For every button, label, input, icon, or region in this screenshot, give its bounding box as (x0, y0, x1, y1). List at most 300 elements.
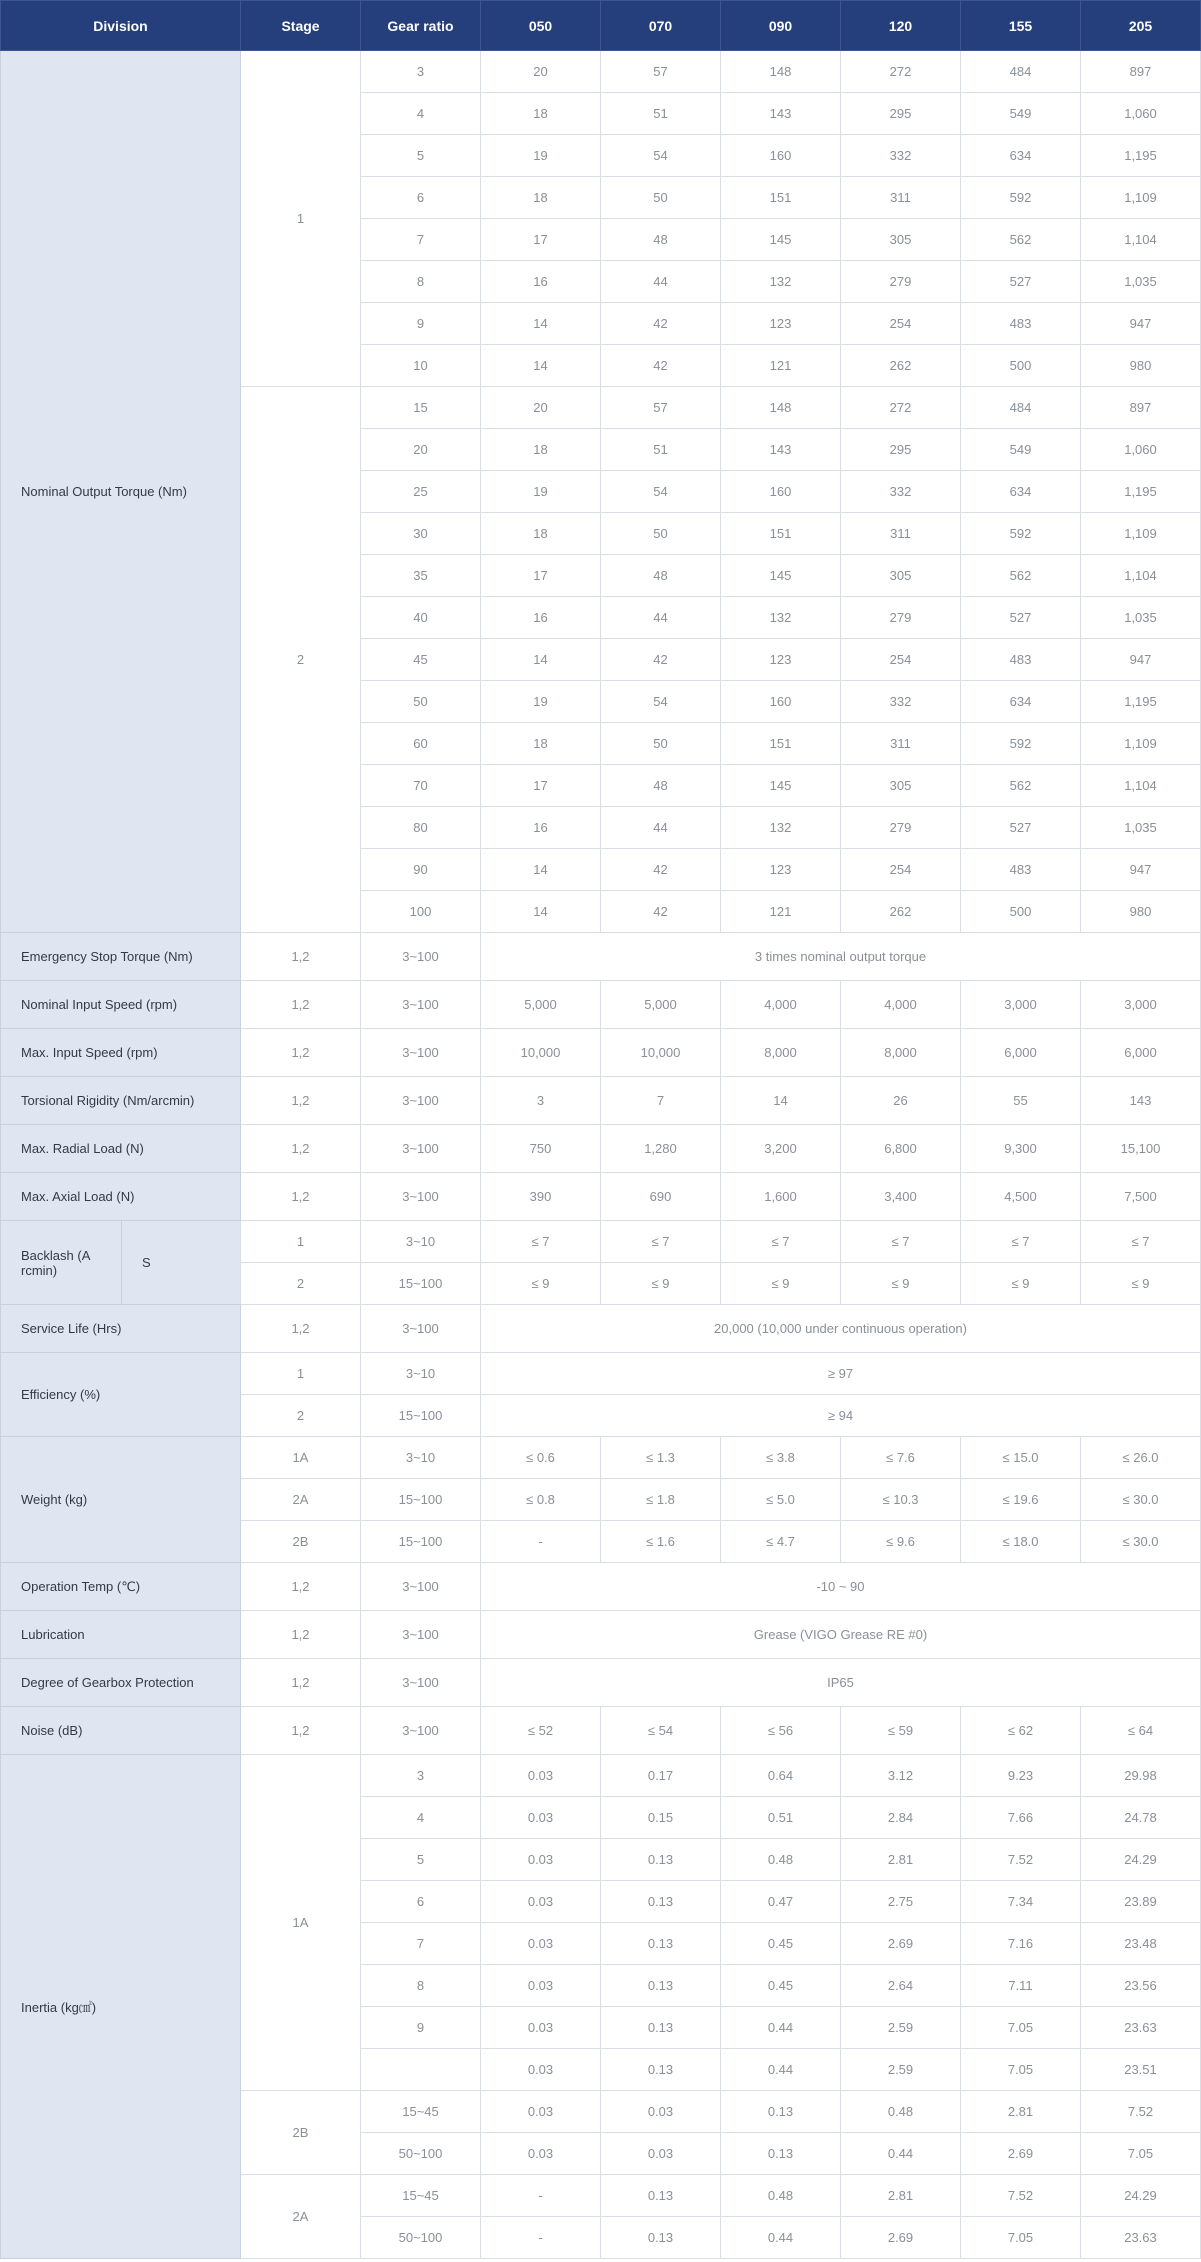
value-cell: ≤ 1.8 (601, 1479, 721, 1521)
value-cell: 562 (961, 555, 1081, 597)
value-cell: 1,280 (601, 1125, 721, 1173)
value-cell: ≤ 19.6 (961, 1479, 1081, 1521)
gear-ratio-cell: 50~100 (361, 2217, 481, 2259)
gear-ratio-cell: 3~100 (361, 1029, 481, 1077)
stage-cell: 2 (241, 387, 361, 933)
value-cell: 1,600 (721, 1173, 841, 1221)
value-cell: 0.13 (601, 1881, 721, 1923)
value-cell: 0.64 (721, 1755, 841, 1797)
value-cell: 17 (481, 555, 601, 597)
stage-cell: 1,2 (241, 1659, 361, 1707)
value-cell: 50 (601, 177, 721, 219)
division-label: Weight (kg) (1, 1437, 241, 1563)
gear-ratio-cell: 3~100 (361, 1125, 481, 1173)
value-cell: 23.89 (1081, 1881, 1201, 1923)
gear-ratio-cell: 100 (361, 891, 481, 933)
value-cell: 0.13 (601, 1839, 721, 1881)
merged-value-cell: Grease (VIGO Grease RE #0) (481, 1611, 1201, 1659)
table-row (1, 1077, 1201, 1125)
value-cell: 1,109 (1081, 513, 1201, 555)
value-cell: 527 (961, 597, 1081, 639)
merged-value-cell: 3 times nominal output torque (481, 933, 1201, 981)
value-cell: ≤ 56 (721, 1707, 841, 1755)
table-row (1, 1707, 1201, 1755)
value-cell: 750 (481, 1125, 601, 1173)
gear-ratio-cell: 80 (361, 807, 481, 849)
value-cell: ≤ 7 (601, 1221, 721, 1263)
gear-ratio-cell: 4 (361, 93, 481, 135)
header-cell: 070 (601, 1, 721, 51)
value-cell: 2.81 (841, 2175, 961, 2217)
merged-value-cell: ≥ 97 (481, 1353, 1201, 1395)
value-cell: 5,000 (601, 981, 721, 1029)
value-cell: 2.69 (961, 2133, 1081, 2175)
value-cell: 1,035 (1081, 261, 1201, 303)
value-cell: 254 (841, 303, 961, 345)
value-cell: 1,109 (1081, 177, 1201, 219)
gear-ratio-cell: 3~100 (361, 981, 481, 1029)
value-cell: 1,195 (1081, 681, 1201, 723)
value-cell: ≤ 9 (841, 1263, 961, 1305)
stage-cell: 1,2 (241, 1125, 361, 1173)
value-cell: 50 (601, 513, 721, 555)
value-cell: 24.29 (1081, 1839, 1201, 1881)
header-cell: 050 (481, 1, 601, 51)
value-cell: 0.03 (481, 2133, 601, 2175)
table-row (1, 1221, 1201, 1263)
header-row (1, 1, 1201, 51)
value-cell: 527 (961, 807, 1081, 849)
table-row (1, 1173, 1201, 1221)
value-cell: 0.13 (721, 2133, 841, 2175)
value-cell: 10,000 (601, 1029, 721, 1077)
value-cell: 6,000 (1081, 1029, 1201, 1077)
value-cell: 332 (841, 135, 961, 177)
value-cell: 7.34 (961, 1881, 1081, 1923)
gear-ratio-cell: 50~100 (361, 2133, 481, 2175)
value-cell: 3 (481, 1077, 601, 1125)
value-cell: 29.98 (1081, 1755, 1201, 1797)
value-cell: 14 (481, 891, 601, 933)
value-cell: 44 (601, 261, 721, 303)
value-cell: 483 (961, 849, 1081, 891)
value-cell: 0.13 (601, 2175, 721, 2217)
division-label: Max. Axial Load (N) (1, 1173, 241, 1221)
division-label: Emergency Stop Torque (Nm) (1, 933, 241, 981)
value-cell: 3,200 (721, 1125, 841, 1173)
value-cell: 23.51 (1081, 2049, 1201, 2091)
stage-cell: 1,2 (241, 981, 361, 1029)
value-cell: 311 (841, 723, 961, 765)
gear-ratio-cell: 9 (361, 303, 481, 345)
stage-cell: 1,2 (241, 1077, 361, 1125)
value-cell: 18 (481, 723, 601, 765)
backlash-label-text: Backlash (A rcmin) (21, 1247, 90, 1278)
value-cell: 592 (961, 723, 1081, 765)
value-cell: 0.03 (481, 1839, 601, 1881)
value-cell: 148 (721, 51, 841, 93)
stage-cell: 1,2 (241, 1305, 361, 1353)
value-cell: 7 (601, 1077, 721, 1125)
value-cell: 23.63 (1081, 2007, 1201, 2049)
stage-cell: 2 (241, 1263, 361, 1305)
value-cell: 2.69 (841, 2217, 961, 2259)
table-row (1, 1125, 1201, 1173)
value-cell: 51 (601, 429, 721, 471)
division-label: Operation Temp (℃) (1, 1563, 241, 1611)
value-cell: 132 (721, 597, 841, 639)
value-cell: ≤ 52 (481, 1707, 601, 1755)
value-cell: 7.05 (1081, 2133, 1201, 2175)
stage-cell: 1 (241, 51, 361, 387)
merged-value-cell: 20,000 (10,000 under continuous operation) (481, 1305, 1201, 1353)
value-cell: 1,035 (1081, 597, 1201, 639)
gear-ratio-cell: 60 (361, 723, 481, 765)
value-cell: ≤ 9 (961, 1263, 1081, 1305)
value-cell: 19 (481, 471, 601, 513)
value-cell: 0.03 (481, 1755, 601, 1797)
stage-cell: 2B (241, 2091, 361, 2175)
value-cell: 690 (601, 1173, 721, 1221)
value-cell: 145 (721, 219, 841, 261)
gear-ratio-cell: 15~100 (361, 1395, 481, 1437)
value-cell: 311 (841, 177, 961, 219)
value-cell: 42 (601, 639, 721, 681)
value-cell: 1,060 (1081, 93, 1201, 135)
value-cell: 7.05 (961, 2049, 1081, 2091)
table-row (1, 1353, 1201, 1395)
value-cell: 160 (721, 135, 841, 177)
value-cell: 50 (601, 723, 721, 765)
value-cell: 7,500 (1081, 1173, 1201, 1221)
gear-ratio-cell: 3 (361, 1755, 481, 1797)
table-row (1, 1437, 1201, 1479)
value-cell: 10,000 (481, 1029, 601, 1077)
header-cell: 120 (841, 1, 961, 51)
division-label: Noise (dB) (1, 1707, 241, 1755)
value-cell: ≤ 7 (721, 1221, 841, 1263)
value-cell: 42 (601, 891, 721, 933)
value-cell: 7.05 (961, 2007, 1081, 2049)
value-cell: 1,035 (1081, 807, 1201, 849)
value-cell: 16 (481, 807, 601, 849)
value-cell: 42 (601, 303, 721, 345)
value-cell: ≤ 15.0 (961, 1437, 1081, 1479)
value-cell: 123 (721, 639, 841, 681)
value-cell: 9.23 (961, 1755, 1081, 1797)
gear-ratio-cell: 3~100 (361, 1173, 481, 1221)
value-cell: 18 (481, 513, 601, 555)
stage-cell: 1 (241, 1353, 361, 1395)
stage-cell: 2B (241, 1521, 361, 1563)
value-cell: ≤ 3.8 (721, 1437, 841, 1479)
value-cell: 48 (601, 765, 721, 807)
gear-ratio-cell: 6 (361, 1881, 481, 1923)
value-cell: 23.48 (1081, 1923, 1201, 1965)
division-label: Degree of Gearbox Protection (1, 1659, 241, 1707)
gear-ratio-cell: 20 (361, 429, 481, 471)
value-cell: 0.17 (601, 1755, 721, 1797)
value-cell: 6,800 (841, 1125, 961, 1173)
value-cell: 16 (481, 597, 601, 639)
value-cell: ≤ 9 (721, 1263, 841, 1305)
gear-ratio-cell (361, 2049, 481, 2091)
table-row (1, 51, 1201, 93)
gear-ratio-cell: 30 (361, 513, 481, 555)
value-cell: 332 (841, 681, 961, 723)
value-cell: 20 (481, 387, 601, 429)
value-cell: 2.81 (961, 2091, 1081, 2133)
value-cell: ≤ 30.0 (1081, 1479, 1201, 1521)
value-cell: 7.52 (1081, 2091, 1201, 2133)
value-cell: 151 (721, 513, 841, 555)
value-cell: 592 (961, 513, 1081, 555)
value-cell: ≤ 9 (601, 1263, 721, 1305)
value-cell: ≤ 9 (1081, 1263, 1201, 1305)
value-cell: 0.13 (601, 2217, 721, 2259)
value-cell: 7.52 (961, 1839, 1081, 1881)
gear-ratio-cell: 10 (361, 345, 481, 387)
value-cell: 980 (1081, 345, 1201, 387)
value-cell: 7.16 (961, 1923, 1081, 1965)
value-cell: 2.75 (841, 1881, 961, 1923)
value-cell: 6,000 (961, 1029, 1081, 1077)
gear-ratio-cell: 5 (361, 1839, 481, 1881)
table-row (1, 1029, 1201, 1077)
value-cell: 14 (481, 345, 601, 387)
value-cell: 311 (841, 513, 961, 555)
value-cell: 151 (721, 177, 841, 219)
value-cell: 279 (841, 261, 961, 303)
gear-ratio-cell: 9 (361, 2007, 481, 2049)
value-cell: 143 (721, 93, 841, 135)
value-cell: 0.44 (721, 2049, 841, 2091)
value-cell: 7.66 (961, 1797, 1081, 1839)
value-cell: 0.03 (481, 1881, 601, 1923)
value-cell: 390 (481, 1173, 601, 1221)
value-cell: 8,000 (841, 1029, 961, 1077)
stage-cell: 1,2 (241, 1173, 361, 1221)
value-cell: 527 (961, 261, 1081, 303)
stage-cell: 1,2 (241, 1029, 361, 1077)
value-cell: 2.84 (841, 1797, 961, 1839)
value-cell: 1,195 (1081, 471, 1201, 513)
value-cell: 1,060 (1081, 429, 1201, 471)
value-cell: 18 (481, 177, 601, 219)
value-cell: 23.56 (1081, 1965, 1201, 2007)
value-cell: 0.13 (721, 2091, 841, 2133)
value-cell: 305 (841, 555, 961, 597)
division-label: Inertia (kg㎠) (1, 1755, 241, 2259)
value-cell: 562 (961, 765, 1081, 807)
value-cell: ≤ 7 (961, 1221, 1081, 1263)
merged-value-cell: -10 ~ 90 (481, 1563, 1201, 1611)
value-cell: 0.03 (481, 1797, 601, 1839)
division-label: Lubrication (1, 1611, 241, 1659)
value-cell: 947 (1081, 849, 1201, 891)
gear-ratio-cell: 25 (361, 471, 481, 513)
table-body (1, 51, 1201, 2259)
gear-ratio-cell: 3~100 (361, 1077, 481, 1125)
value-cell: 57 (601, 51, 721, 93)
value-cell: 0.13 (601, 1965, 721, 2007)
merged-value-cell: IP65 (481, 1659, 1201, 1707)
value-cell: 55 (961, 1077, 1081, 1125)
value-cell: 54 (601, 471, 721, 513)
header-cell: 155 (961, 1, 1081, 51)
value-cell: 0.03 (481, 1923, 601, 1965)
value-cell: 8,000 (721, 1029, 841, 1077)
gear-ratio-cell: 70 (361, 765, 481, 807)
value-cell: ≤ 18.0 (961, 1521, 1081, 1563)
value-cell: 48 (601, 219, 721, 261)
value-cell: 500 (961, 891, 1081, 933)
value-cell: 254 (841, 639, 961, 681)
value-cell: 18 (481, 93, 601, 135)
division-label: Nominal Output Torque (Nm) (1, 51, 241, 933)
value-cell: 483 (961, 639, 1081, 681)
value-cell: 145 (721, 555, 841, 597)
value-cell: 332 (841, 471, 961, 513)
stage-cell: 2 (241, 1395, 361, 1437)
gear-ratio-cell: 15~100 (361, 1521, 481, 1563)
gear-ratio-cell: 50 (361, 681, 481, 723)
value-cell: 0.03 (481, 2091, 601, 2133)
value-cell: 634 (961, 471, 1081, 513)
gear-ratio-cell: 7 (361, 1923, 481, 1965)
value-cell: 272 (841, 51, 961, 93)
value-cell: 14 (721, 1077, 841, 1125)
division-label: Max. Input Speed (rpm) (1, 1029, 241, 1077)
value-cell: 17 (481, 219, 601, 261)
value-cell: 0.45 (721, 1923, 841, 1965)
value-cell: 4,000 (721, 981, 841, 1029)
merged-value-cell: ≥ 94 (481, 1395, 1201, 1437)
value-cell: 0.44 (841, 2133, 961, 2175)
value-cell: 3,400 (841, 1173, 961, 1221)
value-cell: 279 (841, 807, 961, 849)
value-cell: 44 (601, 597, 721, 639)
value-cell: ≤ 26.0 (1081, 1437, 1201, 1479)
value-cell: 305 (841, 219, 961, 261)
gear-ratio-cell: 3~10 (361, 1221, 481, 1263)
value-cell: 0.45 (721, 1965, 841, 2007)
gear-ratio-cell: 3~100 (361, 1611, 481, 1659)
value-cell: 2.59 (841, 2049, 961, 2091)
gear-ratio-cell: 7 (361, 219, 481, 261)
table-row (1, 1611, 1201, 1659)
value-cell: 7.05 (961, 2217, 1081, 2259)
value-cell: 483 (961, 303, 1081, 345)
value-cell: 145 (721, 765, 841, 807)
header-cell: Gear ratio (361, 1, 481, 51)
value-cell: ≤ 0.8 (481, 1479, 601, 1521)
value-cell: - (481, 2175, 601, 2217)
value-cell: 0.13 (601, 2049, 721, 2091)
value-cell: ≤ 7 (841, 1221, 961, 1263)
stage-cell: 1,2 (241, 1611, 361, 1659)
value-cell: 17 (481, 765, 601, 807)
value-cell: 148 (721, 387, 841, 429)
table-row (1, 1305, 1201, 1353)
value-cell: 2.64 (841, 1965, 961, 2007)
table-row (1, 1659, 1201, 1707)
gear-ratio-cell: 40 (361, 597, 481, 639)
value-cell: 272 (841, 387, 961, 429)
stage-cell: 1 (241, 1221, 361, 1263)
value-cell: 634 (961, 681, 1081, 723)
value-cell: 26 (841, 1077, 961, 1125)
value-cell: 14 (481, 303, 601, 345)
gear-ratio-cell: 3~100 (361, 933, 481, 981)
value-cell: ≤ 1.6 (601, 1521, 721, 1563)
value-cell: 500 (961, 345, 1081, 387)
value-cell: 0.51 (721, 1797, 841, 1839)
value-cell: ≤ 54 (601, 1707, 721, 1755)
table-row (1, 981, 1201, 1029)
gear-ratio-cell: 8 (361, 1965, 481, 2007)
value-cell: 54 (601, 681, 721, 723)
gear-ratio-cell: 3~10 (361, 1437, 481, 1479)
value-cell: 0.48 (721, 1839, 841, 1881)
value-cell: 160 (721, 471, 841, 513)
value-cell: ≤ 7.6 (841, 1437, 961, 1479)
value-cell: ≤ 62 (961, 1707, 1081, 1755)
value-cell: 160 (721, 681, 841, 723)
value-cell: 634 (961, 135, 1081, 177)
value-cell: 262 (841, 345, 961, 387)
value-cell: 897 (1081, 387, 1201, 429)
value-cell: 42 (601, 345, 721, 387)
value-cell: ≤ 59 (841, 1707, 961, 1755)
value-cell: 7.11 (961, 1965, 1081, 2007)
value-cell: 42 (601, 849, 721, 891)
value-cell: ≤ 30.0 (1081, 1521, 1201, 1563)
division-label: Nominal Input Speed (rpm) (1, 981, 241, 1029)
value-cell: 4,000 (841, 981, 961, 1029)
value-cell: 0.03 (481, 1965, 601, 2007)
value-cell: 549 (961, 429, 1081, 471)
value-cell: 132 (721, 807, 841, 849)
value-cell: - (481, 2217, 601, 2259)
gear-ratio-cell: 3 (361, 51, 481, 93)
value-cell: 0.03 (601, 2133, 721, 2175)
value-cell: 562 (961, 219, 1081, 261)
gear-ratio-cell: 3~100 (361, 1563, 481, 1611)
value-cell: 44 (601, 807, 721, 849)
value-cell: 2.59 (841, 2007, 961, 2049)
value-cell: 143 (1081, 1077, 1201, 1125)
value-cell: 0.13 (601, 2007, 721, 2049)
header-cell: 205 (1081, 1, 1201, 51)
value-cell: ≤ 5.0 (721, 1479, 841, 1521)
value-cell: 980 (1081, 891, 1201, 933)
value-cell: 54 (601, 135, 721, 177)
value-cell: 897 (1081, 51, 1201, 93)
value-cell: 1,109 (1081, 723, 1201, 765)
gear-ratio-cell: 8 (361, 261, 481, 303)
gear-ratio-cell: 3~100 (361, 1305, 481, 1353)
value-cell: 5,000 (481, 981, 601, 1029)
value-cell: 20 (481, 51, 601, 93)
gear-ratio-cell: 45 (361, 639, 481, 681)
division-label (1, 1221, 241, 1305)
value-cell: 4,500 (961, 1173, 1081, 1221)
value-cell: ≤ 7 (1081, 1221, 1201, 1263)
backlash-sub-label: S (121, 1221, 151, 1304)
value-cell: ≤ 9.6 (841, 1521, 961, 1563)
value-cell: 14 (481, 639, 601, 681)
